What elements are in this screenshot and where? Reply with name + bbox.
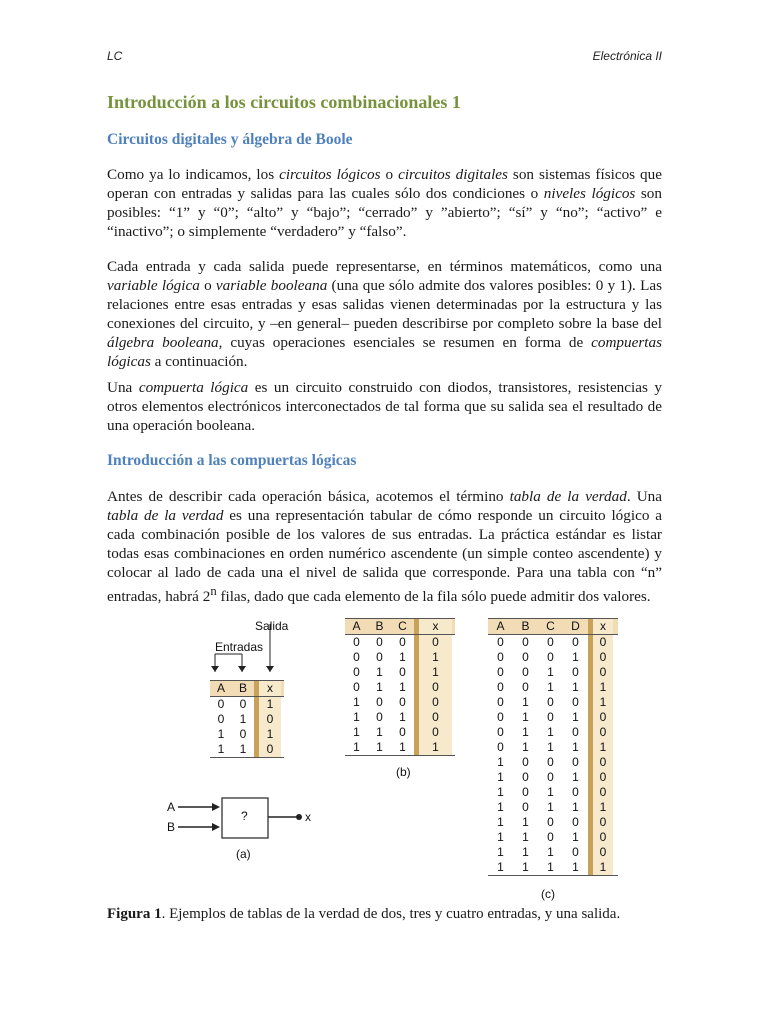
- italic-term: compuerta lógica: [138, 379, 249, 396]
- table-row: [345, 650, 455, 665]
- table-cell: 0: [547, 650, 554, 664]
- italic-term: compuertas lógicas: [107, 334, 662, 370]
- paragraph-tabla-verdad: [107, 487, 662, 606]
- table-cell: 1: [376, 680, 383, 694]
- truth-table-b: [345, 618, 455, 756]
- table-header-row: [210, 680, 284, 697]
- table-cell: 1: [353, 695, 360, 709]
- text-run: Cada entrada y cada salida puede representarse, en términos matemáticos, como una: [107, 258, 662, 275]
- table-cell: 0: [376, 710, 383, 724]
- table-header-cell: x: [259, 681, 281, 696]
- text-run: Como ya lo indicamos, los: [107, 166, 280, 183]
- table-cell: 0: [497, 740, 504, 754]
- table-row: [488, 755, 618, 770]
- text-run: a continuación.: [150, 353, 248, 370]
- table-row: [488, 815, 618, 830]
- table-cell: 0: [419, 725, 452, 740]
- table-cell: 1: [572, 830, 579, 844]
- table-cell: 1: [547, 725, 554, 739]
- table-cell: 0: [399, 725, 406, 739]
- table-cell: 1: [547, 665, 554, 679]
- paragraph-intro: [107, 165, 662, 241]
- table-cell: 0: [353, 665, 360, 679]
- table-cell: 1: [353, 710, 360, 724]
- text-run: (una que sólo admite dos valores posibles: 0 y 1). Las relaciones entre esas entradas y esas salidas vienen determinadas por la estructura y las conexiones del circuito, y –en general– pueden describirse por completo sobre la base del: [107, 277, 663, 332]
- table-cell: 0: [547, 695, 554, 709]
- table-row: [488, 740, 618, 755]
- table-header-cell: D: [571, 619, 580, 633]
- table-cell: 0: [593, 650, 613, 665]
- table-header-cell: C: [398, 619, 407, 633]
- table-bottom-rule: [345, 755, 455, 756]
- section-heading-boole: Circuitos digitales y álgebra de Boole: [107, 131, 353, 148]
- table-cell: 0: [593, 710, 613, 725]
- text-run: Una: [107, 379, 139, 396]
- table-cell: 0: [547, 635, 554, 649]
- table-cell: 0: [497, 725, 504, 739]
- paragraph-variables: [107, 257, 662, 371]
- table-header-cell: A: [496, 619, 505, 633]
- table-cell: 1: [497, 785, 504, 799]
- table-row: [488, 860, 618, 875]
- table-cell: 1: [547, 740, 554, 754]
- table-cell: 0: [522, 635, 529, 649]
- table-cell: 0: [522, 680, 529, 694]
- table-cell: 1: [399, 680, 406, 694]
- table-header-cell: x: [593, 619, 613, 634]
- table-cell: 1: [239, 742, 247, 756]
- table-cell: 0: [572, 815, 579, 829]
- table-cell: 0: [572, 665, 579, 679]
- table-cell: 1: [593, 740, 613, 755]
- table-header-cell: x: [419, 619, 452, 634]
- table-cell: 0: [593, 845, 613, 860]
- table-row: [345, 740, 455, 755]
- caption-c: (c): [541, 887, 555, 901]
- text-run: son sistemas físicos que operan con entradas y salidas para las cuales sólo dos condiciones o: [107, 166, 662, 202]
- table-cell: 0: [259, 742, 281, 757]
- block-diagram-a: [160, 795, 320, 845]
- table-cell: 1: [522, 695, 529, 709]
- table-cell: 1: [353, 740, 360, 754]
- table-cell: 0: [593, 770, 613, 785]
- table-cell: 0: [376, 695, 383, 709]
- table-cell: 1: [497, 770, 504, 784]
- table-cell: 0: [239, 697, 247, 711]
- text-run: Antes de describir cada operación básica, acotemos el término: [107, 488, 510, 505]
- table-cell: 0: [522, 650, 529, 664]
- table-cell: 1: [547, 785, 554, 799]
- table-cell: 1: [547, 860, 554, 874]
- table-cell: 1: [399, 710, 406, 724]
- text-run: o: [199, 277, 216, 294]
- table-header-cell: A: [352, 619, 361, 633]
- block-symbol: ?: [241, 809, 248, 823]
- table-cell: 0: [593, 785, 613, 800]
- table-row: [345, 665, 455, 680]
- table-cell: 1: [239, 712, 247, 726]
- italic-term: variable booleana: [215, 277, 328, 294]
- table-header-cell: B: [375, 619, 384, 633]
- table-cell: 0: [572, 635, 579, 649]
- table-cell: 0: [399, 665, 406, 679]
- table-cell: 0: [353, 635, 360, 649]
- table-cell: 1: [572, 860, 579, 874]
- table-cell: 0: [572, 845, 579, 859]
- table-cell: 0: [572, 755, 579, 769]
- table-cell: 0: [547, 815, 554, 829]
- italic-term: niveles lógicos: [543, 185, 636, 202]
- table-cell: 0: [353, 680, 360, 694]
- block-input-b: B: [167, 820, 176, 834]
- table-cell: 0: [522, 665, 529, 679]
- table-cell: 1: [572, 680, 579, 694]
- header-right: Electrónica II: [592, 49, 662, 63]
- table-cell: 1: [353, 725, 360, 739]
- table-bottom-rule: [210, 757, 284, 758]
- caption-b: (b): [396, 765, 411, 779]
- table-row: [345, 680, 455, 695]
- table-cell: 0: [593, 830, 613, 845]
- table-row: [488, 845, 618, 860]
- table-cell: 1: [497, 755, 504, 769]
- table-cell: 0: [522, 800, 529, 814]
- truth-table-a: [210, 680, 284, 758]
- table-row: [488, 710, 618, 725]
- table-cell: 0: [497, 695, 504, 709]
- table-row: [488, 695, 618, 710]
- table-cell: 1: [572, 650, 579, 664]
- table-header-cell: B: [521, 619, 530, 633]
- table-cell: 0: [353, 650, 360, 664]
- table-cell: 0: [239, 727, 247, 741]
- table-cell: 1: [572, 770, 579, 784]
- table-row: [210, 697, 284, 712]
- table-cell: 1: [522, 860, 529, 874]
- table-cell: 0: [572, 725, 579, 739]
- table-header-cell: A: [216, 681, 225, 695]
- table-cell: 1: [217, 727, 225, 741]
- table-cell: 1: [376, 740, 383, 754]
- figure-caption-label: Figura 1: [107, 906, 162, 922]
- superscript: n: [210, 584, 217, 598]
- table-cell: 1: [593, 860, 613, 875]
- table-cell: 0: [547, 770, 554, 784]
- text-run: es un circuito construido con diodos, transistores, resistencias y otros elementos electrónicos interconectados de tal forma que su salida sea el resultado de una operación booleana.: [107, 379, 662, 434]
- figure-caption-text: . Ejemplos de tablas de la verdad de dos, tres y cuatro entradas, y una salida.: [161, 906, 621, 922]
- label-salida: Salida: [255, 619, 289, 633]
- table-cell: 0: [419, 635, 452, 650]
- table-cell: 1: [497, 800, 504, 814]
- italic-term: tabla de la verdad: [107, 507, 224, 524]
- table-row: [488, 680, 618, 695]
- table-header-row: [345, 618, 455, 635]
- block-output: x: [305, 810, 311, 824]
- table-cell: 0: [419, 680, 452, 695]
- table-cell: 0: [593, 815, 613, 830]
- table-row: [488, 830, 618, 845]
- table-cell: 0: [399, 695, 406, 709]
- italic-term: circuitos lógicos: [279, 166, 381, 183]
- table-cell: 1: [522, 830, 529, 844]
- table-row: [210, 742, 284, 757]
- italic-term: circuitos digitales: [398, 166, 508, 183]
- italic-term: tabla de la verdad: [509, 488, 627, 505]
- table-cell: 1: [522, 740, 529, 754]
- table-cell: 1: [376, 665, 383, 679]
- table-cell: 0: [497, 650, 504, 664]
- table-cell: 0: [497, 680, 504, 694]
- table-cell: 0: [572, 785, 579, 799]
- table-cell: 0: [522, 755, 529, 769]
- table-cell: 0: [593, 755, 613, 770]
- text-run: filas, dado que cada elemento de la fila sólo puede admitir dos valores.: [216, 588, 651, 606]
- table-cell: 1: [419, 665, 452, 680]
- block-input-a: A: [167, 800, 176, 814]
- table-cell: 0: [522, 770, 529, 784]
- table-cell: 1: [399, 650, 406, 664]
- text-run: es una representación tabular de cómo responde un circuito lógico a cada combinación posible de los valores de sus entradas. La práctica estándar es listar todas esas combinaciones en orden numérico ascendente (un simple conteo ascendente) y colocar al lado de cada una el nivel de salida que corresponde. Para una tabla con “n” entradas, habrá 2: [107, 507, 662, 606]
- table-cell: 0: [419, 710, 452, 725]
- table-cell: 1: [522, 845, 529, 859]
- section-heading-compuertas: Introducción a las compuertas lógicas: [107, 452, 357, 469]
- table-cell: 0: [259, 712, 281, 727]
- table-cell: 1: [522, 725, 529, 739]
- table-row: [488, 650, 618, 665]
- caption-a: (a): [236, 847, 251, 861]
- table-cell: 1: [522, 815, 529, 829]
- table-cell: 1: [259, 727, 281, 742]
- table-row: [488, 770, 618, 785]
- text-run: son posibles: “1” y “0”; “alto” y “bajo”; “cerrado” y ”abierto”; “sí” y “no”; “activo” e “inactivo”; o simplemente “verdadero” y “falso”.: [107, 185, 662, 240]
- table-cell: 1: [572, 740, 579, 754]
- table-row: [210, 727, 284, 742]
- table-cell: 0: [399, 635, 406, 649]
- table-cell: 1: [419, 650, 452, 665]
- table-cell: 0: [419, 695, 452, 710]
- paragraph-compuerta: [107, 378, 662, 435]
- table-cell: 1: [572, 710, 579, 724]
- table-cell: 1: [376, 725, 383, 739]
- table-cell: 1: [593, 680, 613, 695]
- table-cell: 1: [547, 845, 554, 859]
- table-cell: 0: [593, 665, 613, 680]
- header-left: LC: [107, 49, 123, 63]
- table-row: [488, 785, 618, 800]
- table-row: [488, 725, 618, 740]
- table-cell: 0: [547, 830, 554, 844]
- table-cell: 0: [593, 725, 613, 740]
- table-cell: 1: [547, 800, 554, 814]
- table-cell: 0: [497, 710, 504, 724]
- table-row: [345, 695, 455, 710]
- table-cell: 1: [547, 680, 554, 694]
- table-cell: 1: [593, 695, 613, 710]
- table-cell: 1: [497, 860, 504, 874]
- table-cell: 0: [217, 712, 225, 726]
- table-cell: 1: [217, 742, 225, 756]
- table-cell: 1: [497, 830, 504, 844]
- table-row: [345, 725, 455, 740]
- table-cell: 0: [376, 650, 383, 664]
- table-row: [345, 710, 455, 725]
- label-entradas: Entradas: [215, 640, 264, 654]
- text-run: . Una: [626, 488, 662, 505]
- table-header-cell: B: [238, 681, 247, 695]
- table-row: [488, 635, 618, 650]
- table-cell: 1: [259, 697, 281, 712]
- figure-caption: [107, 906, 620, 923]
- table-cell: 0: [522, 785, 529, 799]
- table-cell: 0: [593, 635, 613, 650]
- table-row: [488, 665, 618, 680]
- table-cell: 0: [547, 755, 554, 769]
- table-cell: 1: [593, 800, 613, 815]
- table-cell: 1: [572, 800, 579, 814]
- text-run: o: [380, 166, 399, 183]
- table-cell: 0: [376, 635, 383, 649]
- table-cell: 0: [547, 710, 554, 724]
- table-row: [210, 712, 284, 727]
- table-cell: 0: [497, 635, 504, 649]
- table-cell: 1: [419, 740, 452, 755]
- table-cell: 0: [217, 697, 225, 711]
- table-cell: 1: [399, 740, 406, 754]
- table-bottom-rule: [488, 875, 618, 876]
- italic-term: álgebra booleana: [107, 334, 219, 351]
- table-cell: 1: [497, 845, 504, 859]
- table-header-row: [488, 618, 618, 635]
- page-title: Introducción a los circuitos combinacionales 1: [107, 92, 461, 112]
- table-row: [345, 635, 455, 650]
- truth-table-c: [488, 618, 618, 876]
- table-cell: 0: [572, 695, 579, 709]
- table-header-cell: C: [546, 619, 555, 633]
- table-cell: 1: [497, 815, 504, 829]
- table-cell: 0: [497, 665, 504, 679]
- table-cell: 1: [522, 710, 529, 724]
- table-row: [488, 800, 618, 815]
- italic-term: variable lógica: [107, 277, 200, 294]
- text-run: , cuyas operaciones esenciales se resumen en forma de: [218, 334, 592, 351]
